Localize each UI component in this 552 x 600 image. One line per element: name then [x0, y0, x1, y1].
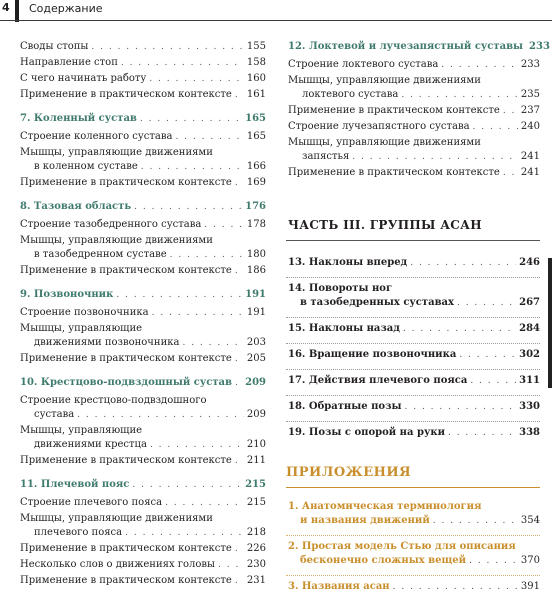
toc-entry-title: Применение в практическом контексте [20, 265, 232, 276]
page-edge-mark [548, 258, 552, 388]
separator-line [286, 369, 540, 370]
dot-leader [150, 438, 244, 452]
toc-entry-title: 8. Тазовая область [20, 201, 132, 212]
toc-entry [20, 558, 266, 572]
toc-row [288, 540, 540, 554]
toc-row [288, 348, 540, 362]
toc-row [20, 542, 266, 556]
toc-entry [20, 40, 266, 54]
toc-entry [20, 176, 266, 190]
toc-group-entry [288, 348, 540, 362]
toc-entry-page: 215 [245, 479, 266, 490]
toc-entry [288, 150, 540, 164]
toc-row [20, 234, 266, 248]
dot-leader [403, 322, 516, 336]
toc-row [20, 352, 266, 366]
toc-row [288, 296, 540, 310]
toc-entry-title-cont: бесконечно сложных вещей [300, 555, 467, 566]
toc-entry-title: С чего начинать работу [20, 73, 147, 84]
dot-leader [182, 336, 243, 350]
toc-entry-page: 215 [246, 497, 266, 508]
toc-entry [20, 352, 266, 366]
toc-entry-title: 18. Обратные позы [288, 401, 402, 412]
header-title: Содержание [29, 2, 103, 15]
toc-row [20, 438, 266, 452]
toc-entry-title: Применение в практическом контексте [20, 575, 232, 586]
toc-entry [288, 88, 540, 102]
toc-entry [20, 542, 266, 556]
toc-entry-page: 330 [519, 401, 540, 412]
dot-leader [175, 130, 243, 144]
toc-entry [20, 234, 266, 248]
dot-leader [77, 408, 244, 422]
part-3-rule [286, 240, 540, 241]
toc-entry [20, 56, 266, 70]
toc-entry-title: 1. Анатомическая терминология [288, 501, 482, 512]
toc-row [20, 574, 266, 588]
dot-leader [235, 574, 244, 588]
toc-row [20, 408, 266, 422]
dot-leader [235, 88, 244, 102]
toc-entry-title: Своды стопы [20, 41, 89, 52]
toc-entry-title: Строение лучезапястного сустава [288, 121, 470, 132]
toc-row [288, 88, 540, 102]
dot-leader [170, 248, 244, 262]
toc-row [288, 120, 540, 134]
dot-leader [470, 374, 516, 388]
dot-leader [235, 352, 244, 366]
toc-row [288, 322, 540, 336]
separator-line [286, 277, 540, 278]
toc-row [288, 580, 540, 594]
toc-entry-page: 211 [246, 455, 266, 466]
toc-entry [20, 512, 266, 526]
toc-entry-page: 240 [520, 121, 540, 132]
toc-entry-title: Мышцы, управляющие движениями [20, 235, 213, 246]
toc-entry [20, 264, 266, 278]
toc-row [288, 426, 540, 440]
toc-entry-title: локтевого сустава [302, 89, 399, 100]
toc-entry-page: 205 [246, 353, 266, 364]
toc-entry-title: 7. Коленный сустав [20, 113, 137, 124]
toc-entry-title: Строение коленного сустава [20, 131, 173, 142]
toc-entry-page: 338 [519, 427, 540, 438]
toc-entry-page: 180 [246, 249, 266, 260]
toc-entry-page: 218 [246, 527, 266, 538]
toc-entry [20, 454, 266, 468]
toc-entry [288, 136, 540, 150]
toc-entry [288, 74, 540, 88]
toc-row [288, 166, 540, 180]
toc-entry-page: 165 [245, 113, 266, 124]
toc-entry-page: 241 [520, 167, 540, 178]
toc-entry-title: запястья [302, 151, 350, 162]
part-3-title: ЧАСТЬ III. ГРУППЫ АСАН [288, 218, 482, 232]
toc-row [288, 74, 540, 88]
toc-entry-page: 231 [246, 575, 266, 586]
dot-leader [235, 176, 244, 190]
toc-entry-page: 191 [246, 307, 266, 318]
toc-row [20, 176, 266, 190]
toc-row [288, 282, 540, 296]
toc-entry-page: 186 [246, 265, 266, 276]
separator-line [286, 535, 540, 536]
toc-group-entry [288, 426, 540, 440]
toc-entry [288, 104, 540, 118]
toc-entry-page: 158 [246, 57, 266, 68]
toc-entry-page: 237 [520, 105, 540, 116]
toc-row [20, 478, 266, 492]
toc-entry-title: Строение позвоночника [20, 307, 149, 318]
header-bar [15, 0, 19, 22]
dot-leader [448, 426, 516, 440]
toc-entry-title-cont: и названия движений [300, 515, 430, 526]
page-header [0, 0, 552, 22]
toc-row [288, 40, 550, 54]
toc-row [20, 200, 266, 214]
dot-leader [503, 104, 518, 118]
toc-group-entry [288, 374, 540, 388]
separator-line [286, 317, 540, 318]
toc-row [20, 526, 266, 540]
toc-entry-title: 11. Плечевой пояс [20, 479, 130, 490]
dot-leader [140, 112, 242, 126]
toc-entry-page: 161 [246, 89, 266, 100]
dot-leader [218, 558, 244, 572]
toc-entry-page: 209 [245, 377, 266, 388]
toc-row [20, 146, 266, 160]
dot-leader [91, 40, 244, 54]
dot-leader [165, 496, 244, 510]
dot-leader [441, 58, 518, 72]
toc-entry-title: 9. Позвоночник [20, 289, 114, 300]
toc-group-entry [288, 540, 540, 568]
toc-entry-page: 241 [520, 151, 540, 162]
dot-leader [433, 514, 518, 528]
dot-leader [410, 256, 516, 270]
toc-entry-title: Применение в практическом контексте [20, 177, 232, 188]
toc-entry [20, 424, 266, 438]
toc-entry-title: движениями крестца [34, 439, 147, 450]
dot-leader [469, 554, 518, 568]
toc-entry [20, 160, 266, 174]
toc-row [288, 500, 540, 514]
toc-row [20, 218, 266, 232]
toc-entry-page: 226 [246, 543, 266, 554]
dot-leader [121, 56, 244, 70]
toc-entry-title: Мышцы, управляющие движениями [288, 137, 481, 148]
toc-entry-title: 17. Действия плечевого пояса [288, 375, 468, 386]
toc-entry-title: Мышцы, управляющие [20, 425, 143, 436]
toc-entry-page: 233 [520, 59, 540, 70]
toc-entry-page: 302 [519, 349, 540, 360]
toc-row [20, 454, 266, 468]
toc-row [20, 424, 266, 438]
toc-entry-title: Мышцы, управляющие движениями [288, 75, 481, 86]
toc-row [20, 72, 266, 86]
toc-entry [20, 146, 266, 160]
dot-leader [204, 218, 244, 232]
toc-row [288, 136, 540, 150]
toc-group-entry [288, 580, 540, 594]
toc-entry-page: 169 [246, 177, 266, 188]
toc-entry-title: Применение в практическом контексте [20, 353, 232, 364]
toc-entry [20, 376, 266, 390]
toc-entry [20, 306, 266, 320]
toc-entry-title: сустава [34, 409, 75, 420]
toc-group-entry [288, 500, 540, 528]
dot-leader [405, 400, 517, 414]
appendix-rule [286, 487, 540, 488]
toc-entry-title: Строение локтевого сустава [288, 59, 439, 70]
toc-entry-title: 13. Наклоны вперед [288, 257, 408, 268]
toc-entry-title: Направление стоп [20, 57, 118, 68]
dot-leader [134, 200, 242, 214]
toc-row [20, 512, 266, 526]
toc-group-entry [288, 256, 540, 270]
toc-row [20, 376, 266, 390]
dot-leader [401, 88, 518, 102]
toc-row [20, 496, 266, 510]
toc-entry [20, 408, 266, 422]
toc-entry-title: Несколько слов о движениях головы [20, 559, 215, 570]
toc-entry [20, 438, 266, 452]
toc-entry-page: 311 [519, 375, 540, 386]
toc-entry-title: 19. Позы с опорой на руки [288, 427, 445, 438]
toc-entry-page: 191 [245, 289, 266, 300]
toc-entry-title: 3. Названия асан [288, 581, 390, 592]
toc-row [288, 150, 540, 164]
toc-row [288, 58, 540, 72]
toc-entry [20, 526, 266, 540]
toc-group-entry [288, 322, 540, 336]
toc-entry-title: Строение крестцово-подвздошного [20, 395, 207, 406]
toc-entry [288, 166, 540, 180]
toc-entry-title: Мышцы, управляющие движениями [20, 147, 213, 158]
dot-leader [132, 478, 242, 492]
toc-row [288, 374, 540, 388]
toc-row [20, 160, 266, 174]
dot-leader [125, 526, 244, 540]
toc-entry-page: 209 [246, 409, 266, 420]
dot-leader [152, 306, 244, 320]
dot-leader [235, 542, 244, 556]
separator-line [286, 395, 540, 396]
toc-entry-page: 267 [519, 297, 540, 308]
toc-row [20, 40, 266, 54]
toc-entry-title: Применение в практическом контексте [20, 455, 232, 466]
toc-row [20, 288, 266, 302]
toc-row [20, 558, 266, 572]
dot-leader [457, 296, 516, 310]
toc-entry [20, 112, 266, 126]
toc-entry-title: 14. Повороты ног [288, 283, 393, 294]
toc-entry-title: в коленном суставе [34, 161, 138, 172]
toc-row [20, 112, 266, 126]
toc-entry [288, 40, 550, 54]
toc-entry-title: 15. Наклоны назад [288, 323, 400, 334]
dot-leader [503, 166, 518, 180]
toc-entry-title-cont: в тазобедренных суставах [300, 297, 454, 308]
toc-entry-page: 284 [519, 323, 540, 334]
toc-entry-title: в тазобедренном суставе [34, 249, 167, 260]
toc-entry-title: Мышцы, управляющие [20, 323, 143, 334]
toc-entry [20, 478, 266, 492]
toc-entry [20, 394, 266, 408]
toc-row [20, 88, 266, 102]
toc-row [20, 336, 266, 350]
toc-entry [20, 496, 266, 510]
separator-line [286, 421, 540, 422]
toc-entry-page: 165 [246, 131, 266, 142]
toc-entry-page: 160 [246, 73, 266, 84]
toc-entry-title: Применение в практическом контексте [20, 543, 232, 554]
dot-leader [473, 120, 518, 134]
toc-row [20, 264, 266, 278]
header-rule [0, 20, 552, 21]
toc-entry-title: 16. Вращение позвоночника [288, 349, 457, 360]
dot-leader [235, 376, 242, 390]
toc-entry [20, 218, 266, 232]
toc-entry-title: плечевого пояса [34, 527, 123, 538]
toc-entry-title: Мышцы, управляющие движениями [20, 513, 213, 524]
toc-entry-page: 233 [529, 41, 550, 52]
toc-entry-page: 166 [246, 161, 266, 172]
separator-line [286, 343, 540, 344]
toc-entry [20, 336, 266, 350]
toc-entry [20, 72, 266, 86]
dot-leader [235, 454, 244, 468]
toc-entry [20, 200, 266, 214]
toc-entry-title: 2. Простая модель Стью для описания [288, 541, 516, 552]
toc-row [20, 130, 266, 144]
toc-row [20, 56, 266, 70]
dot-leader [149, 72, 244, 86]
toc-entry [288, 58, 540, 72]
toc-entry-title: Строение тазобедренного сустава [20, 219, 202, 230]
toc-entry [20, 130, 266, 144]
toc-row [20, 322, 266, 336]
toc-entry-title: Применение в практическом контексте [288, 105, 500, 116]
toc-entry [20, 574, 266, 588]
toc-entry-title: движениями позвоночника [34, 337, 180, 348]
toc-entry-title: 12. Локтевой и лучезапястный суставы [288, 41, 524, 52]
page-number: 4 [2, 1, 10, 14]
toc-entry-page: 391 [520, 581, 540, 592]
toc-entry-page: 370 [520, 555, 540, 566]
toc-entry-page: 176 [245, 201, 266, 212]
toc-row [288, 104, 540, 118]
appendix-title: ПРИЛОЖЕНИЯ [286, 465, 412, 480]
toc-entry-page: 155 [246, 41, 266, 52]
toc-entry-page: 203 [246, 337, 266, 348]
dot-leader [393, 580, 518, 594]
dot-leader [116, 288, 242, 302]
toc-row [288, 256, 540, 270]
toc-entry-page: 246 [519, 257, 540, 268]
toc-entry-title: Применение в практическом контексте [288, 167, 500, 178]
toc-group-entry [288, 400, 540, 414]
toc-row [20, 248, 266, 262]
toc-entry [20, 248, 266, 262]
toc-group-entry [288, 282, 540, 310]
toc-entry [20, 88, 266, 102]
toc-entry [20, 288, 266, 302]
toc-entry [288, 120, 540, 134]
toc-entry-page: 210 [246, 439, 266, 450]
toc-entry-page: 230 [246, 559, 266, 570]
toc-row [20, 394, 266, 408]
toc-entry-page: 354 [520, 515, 540, 526]
toc-entry [20, 322, 266, 336]
toc-entry-page: 178 [246, 219, 266, 230]
toc-entry-title: Применение в практическом контексте [20, 89, 232, 100]
toc-entry-title: 10. Крестцово-подвздошный сустав [20, 377, 232, 388]
dot-leader [459, 348, 516, 362]
toc-entry-title: Строение плечевого пояса [20, 497, 163, 508]
toc-row [288, 514, 540, 528]
separator-line [286, 575, 540, 576]
dot-leader [352, 150, 518, 164]
dot-leader [141, 160, 244, 174]
dot-leader [235, 264, 244, 278]
toc-entry-page: 235 [520, 89, 540, 100]
toc-row [288, 554, 540, 568]
toc-row [288, 400, 540, 414]
toc-row [20, 306, 266, 320]
